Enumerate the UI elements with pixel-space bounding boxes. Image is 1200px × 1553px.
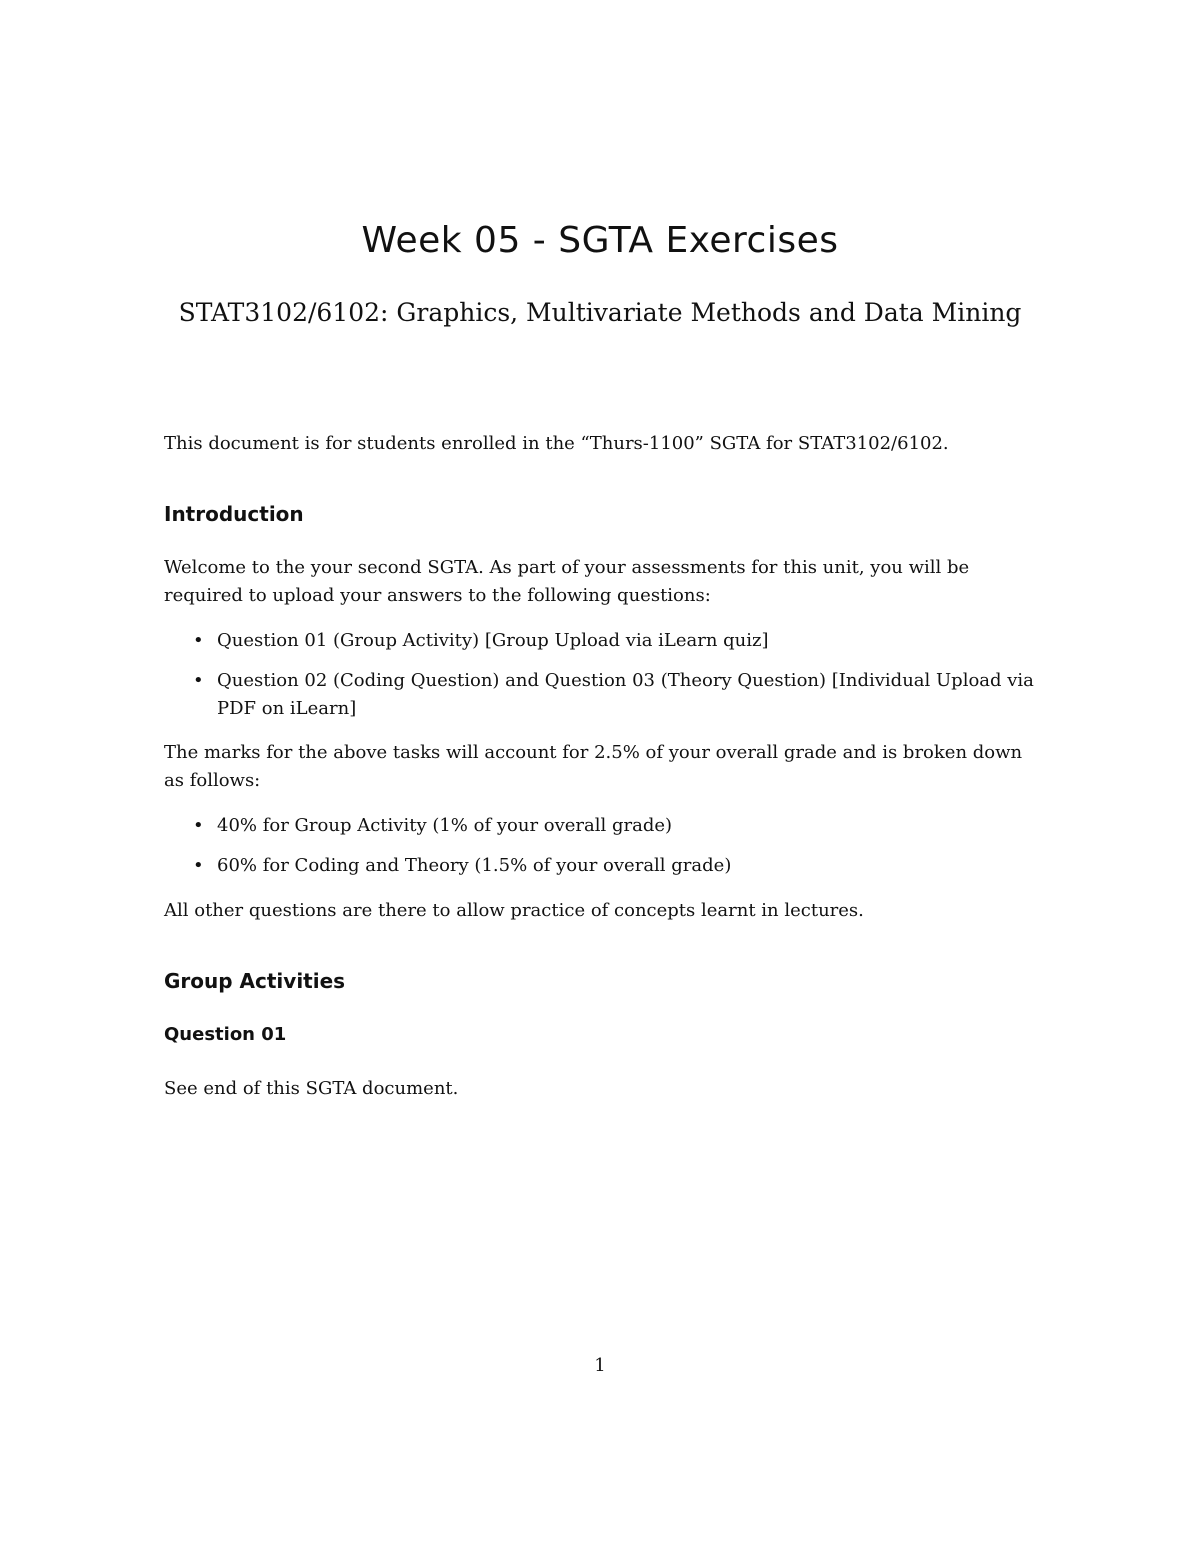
group-activities-heading: Group Activities xyxy=(164,969,346,993)
list-item-text: Question 01 (Group Activity) [Group Upload via iLearn quiz] xyxy=(217,630,769,651)
page-number: 1 xyxy=(594,1355,606,1376)
upload-list xyxy=(164,627,1044,723)
list-item xyxy=(164,627,1044,655)
bullet-icon: • xyxy=(193,815,204,836)
introduction-paragraph: Welcome to the your second SGTA. As part of your assessments for this unit, you will be required to upload your answers to the following questions: xyxy=(164,557,970,606)
marks-list xyxy=(164,812,1044,880)
list-item-text: 40% for Group Activity (1% of your overall grade) xyxy=(217,815,673,836)
bullet-icon: • xyxy=(193,670,204,691)
bullet-icon: • xyxy=(193,630,204,651)
document-subtitle: STAT3102/6102: Graphics, Multivariate Methods and Data Mining xyxy=(178,298,1022,327)
introduction-heading: Introduction xyxy=(164,502,304,526)
closing-paragraph: All other questions are there to allow practice of concepts learnt in lectures. xyxy=(164,900,864,921)
question-01-text: See end of this SGTA document. xyxy=(164,1078,459,1099)
intro-line: This document is for students enrolled in the “Thurs-1100” SGTA for STAT3102/6102. xyxy=(164,433,949,454)
list-item-text: 60% for Coding and Theory (1.5% of your overall grade) xyxy=(217,855,732,876)
list-item xyxy=(164,667,1044,723)
bullet-icon: • xyxy=(193,855,204,876)
list-item xyxy=(164,852,1044,880)
document-title: Week 05 - SGTA Exercises xyxy=(361,220,839,261)
question-01-heading: Question 01 xyxy=(164,1024,287,1045)
list-item-text: Question 02 (Coding Question) and Question 03 (Theory Question) [Individual Upload via PDF on iLearn] xyxy=(217,670,1034,719)
list-item xyxy=(164,812,1044,840)
marks-paragraph: The marks for the above tasks will account for 2.5% of your overall grade and is broken down as follows: xyxy=(164,742,1023,791)
